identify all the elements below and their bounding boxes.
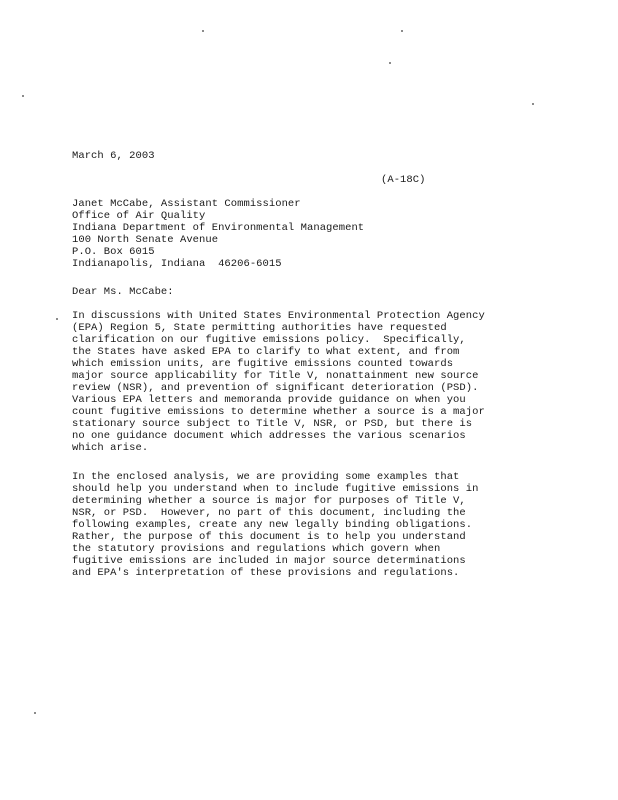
letter-date: March 6, 2003 xyxy=(72,150,155,162)
scan-speck xyxy=(22,95,24,97)
paragraph-line: review (NSR), and prevention of significant deterioration (PSD). xyxy=(72,382,479,394)
paragraph-line: fugitive emissions are included in major source determinations xyxy=(72,555,466,567)
body-paragraph-1 xyxy=(72,310,485,454)
scan-speck xyxy=(532,103,534,105)
recipient-city-state-zip: Indianapolis, Indiana 46206-6015 xyxy=(72,258,282,270)
recipient-department: Indiana Department of Environmental Management xyxy=(72,222,365,234)
paragraph-line: (EPA) Region 5, State permitting authorities have requested xyxy=(72,322,447,334)
recipient-office: Office of Air Quality xyxy=(72,210,206,222)
recipient-po-box: P.O. Box 6015 xyxy=(72,246,155,258)
recipient-address-block xyxy=(72,198,364,270)
body-paragraph-2 xyxy=(72,471,478,579)
scan-speck xyxy=(56,318,58,320)
paragraph-line: count fugitive emissions to determine whether a source is a major xyxy=(72,406,485,418)
paragraph-line: determining whether a source is major for purposes of Title V, xyxy=(72,495,466,507)
scan-speck xyxy=(401,30,403,32)
paragraph-line: should help you understand when to include fugitive emissions in xyxy=(72,483,479,495)
paragraph-line: no one guidance document which addresses the various scenarios xyxy=(72,430,466,442)
paragraph-line: and EPA's interpretation of these provisions and regulations. xyxy=(72,567,460,579)
paragraph-line: clarification on our fugitive emissions policy. Specifically, xyxy=(72,334,466,346)
recipient-name: Janet McCabe, Assistant Commissioner xyxy=(72,198,301,210)
paragraph-line: Rather, the purpose of this document is to help you understand xyxy=(72,531,466,543)
paragraph-line: major source applicability for Title V, nonattainment new source xyxy=(72,370,479,382)
paragraph-line: which arise. xyxy=(72,442,149,454)
paragraph-line: Various EPA letters and memoranda provide guidance on when you xyxy=(72,394,466,406)
scan-speck xyxy=(202,30,204,32)
paragraph-line: following examples, create any new legally binding obligations. xyxy=(72,519,473,531)
paragraph-line: stationary source subject to Title V, NSR, or PSD, but there is xyxy=(72,418,473,430)
recipient-street: 100 North Senate Avenue xyxy=(72,234,219,246)
salutation: Dear Ms. McCabe: xyxy=(72,286,174,298)
paragraph-line: In the enclosed analysis, we are providing some examples that xyxy=(72,471,460,483)
reference-code: (A-18C) xyxy=(381,174,426,186)
scan-speck xyxy=(34,712,36,714)
paragraph-line: which emission units, are fugitive emissions counted towards xyxy=(72,358,454,370)
paragraph-line: In discussions with United States Environmental Protection Agency xyxy=(72,310,485,322)
paragraph-line: NSR, or PSD. However, no part of this document, including the xyxy=(72,507,466,519)
paragraph-line: the States have asked EPA to clarify to what extent, and from xyxy=(72,346,460,358)
scan-speck xyxy=(389,62,391,64)
paragraph-line: the statutory provisions and regulations which govern when xyxy=(72,543,441,555)
